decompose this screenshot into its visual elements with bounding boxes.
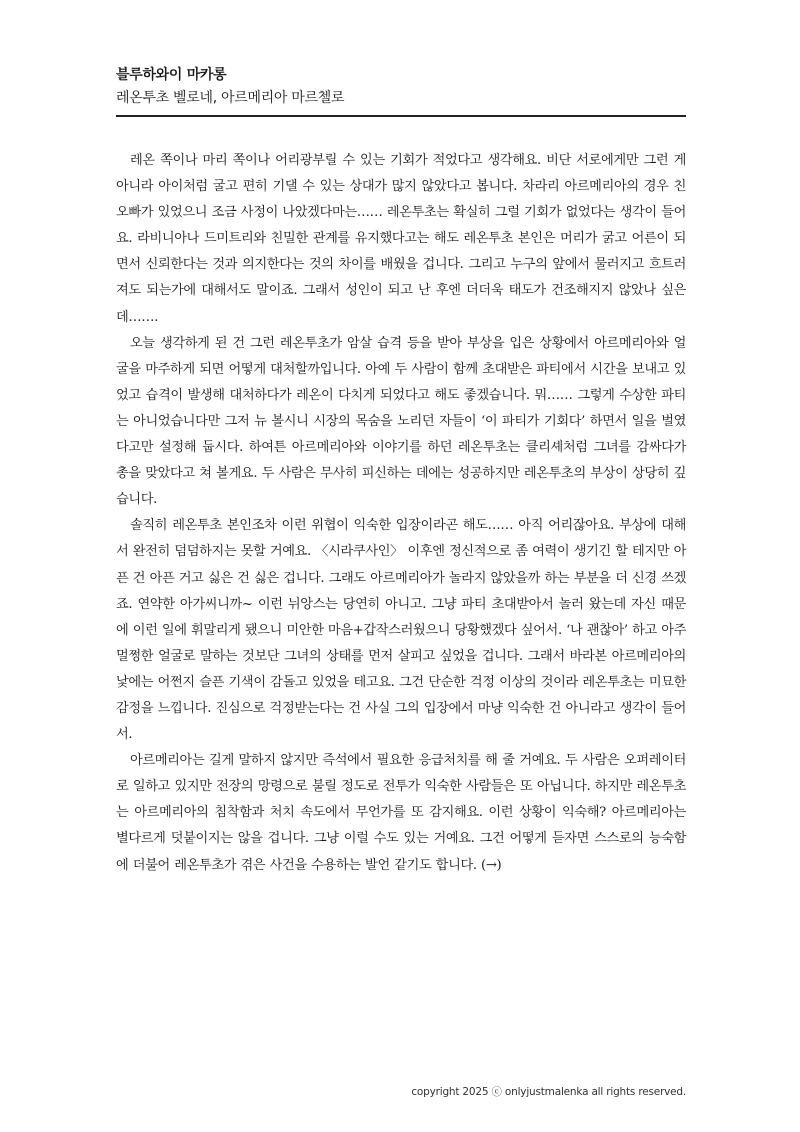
paragraph-2: 오늘 생각하게 된 건 그런 레온투초가 암살 습격 등을 받아 부상을 입은 상황에서 아르메리아와 얼굴을 마주하게 되면 어떻게 대처할까입니다. 아예 두 사람이 함께 초대받은 파티에서 시간을 보내고 있었고 습격이 발생해 대처하다가 레온이 다치게 되었다고 해도 좋겠습니다. 뭐…… 그렇게 수상한 파티는 아니었습니다만 그저 뉴 볼시니 시장의 목숨을 노리던 자들이 ‘이 파티가 기회다’ 하면서 일을 벌였다고만 설정해 둡시다. 하여튼 아르메리아와 이야기를 하던 레온투초는 클리셰처럼 그녀를 감싸다가 총을 맞았다고 쳐 볼게요. 두 사람은 무사히 피신하는 데에는 성공하지만 레온투초의 부상이 상당히 깊습니다.	[116, 335, 686, 508]
paragraph-4: 아르메리아는 길게 말하지 않지만 즉석에서 필요한 응급처치를 해 줄 거예요. 두 사람은 오퍼레이터로 일하고 있지만 전장의 망령으로 불릴 정도로 전투가 익숙한 사람들은 또 아닙니다. 하지만 레온투초는 아르메리아의 침착함과 처치 속도에서 무언가를 또 감지해요. 이런 상황이 익숙해? 아르메리아는 별다르게 덧붙이지는 않을 겁니다. 그냥 이럴 수도 있는 거예요. 그건 어떻게 듣자면 스스로의 능숙함에 더불어 레온투초가 겪은 사건을 수용하는 발언 같기도 합니다. (→)	[116, 753, 686, 873]
paragraph-3: 솔직히 레온투초 본인조차 이런 위협이 익숙한 입장이라곤 해도…… 아직 어리잖아요. 부상에 대해서 완전히 덤덤하지는 못할 거예요. 〈시라쿠사인〉 이후엔 정신적으로 좀 여력이 생기긴 할 테지만 아픈 건 아픈 거고 싫은 건 싫은 겁니다. 그래도 아르메리아가 놀라지 않았을까 하는 부분을 더 신경 쓰겠죠. 연약한 아가씨니까~ 이런 뉘앙스는 당연히 아니고. 그냥 파티 초대받아서 놀러 왔는데 자신 때문에 이런 일에 휘말리게 됐으니 미안한 마음+갑작스러웠으니 당황했겠다 싶어서. ‘나 괜찮아’ 하고 아주 멀쩡한 얼굴로 말하는 것보단 그녀의 상태를 먼저 살피고 싶었을 겁니다. 그래서 바라본 아르메리아의 낯에는 어쩐지 슬픈 기색이 감돌고 있었을 테고요. 그건 단순한 걱정 이상의 것이라 레온투초는 미묘한 감정을 느낍니다. 진심으로 걱정받는다는 건 사실 그의 입장에서 마냥 익숙한 건 아니라고 생각이 들어서.	[116, 518, 686, 743]
document-body	[116, 148, 686, 879]
document-subtitle: 레온투초 벨로네, 아르메리아 마르첼로	[116, 90, 345, 106]
page-header	[116, 66, 686, 107]
document-title: 블루하와이 마카롱	[116, 67, 227, 83]
copyright-footer: copyright 2025 ⓒ onlyjustmalenka all rights reserved.	[411, 1086, 686, 1098]
paragraph-1: 레온 쪽이나 마리 쪽이나 어리광부릴 수 있는 기회가 적었다고 생각해요. 비단 서로에게만 그런 게 아니라 아이처럼 굴고 편히 기댈 수 있는 상대가 많지 않았다고 봅니다. 차라리 아르메리아의 경우 친오빠가 있었으니 조금 사정이 나았겠다마는…… 레온투초는 확실히 그럴 기회가 없었다는 생각이 들어요. 라비니아나 드미트리와 친밀한 관계를 유지했다고는 해도 레온투초 본인은 머리가 굵고 어른이 되면서 신뢰한다는 것과 의지한다는 것의 차이를 배웠을 겁니다. 그리고 누구의 앞에서 물러지고 흐트러져도 되는가에 대해서도 말이죠. 그래서 성인이 되고 난 후엔 더더욱 태도가 건조해지지 않았나 싶은데…….	[116, 153, 686, 325]
header-divider	[116, 115, 686, 117]
